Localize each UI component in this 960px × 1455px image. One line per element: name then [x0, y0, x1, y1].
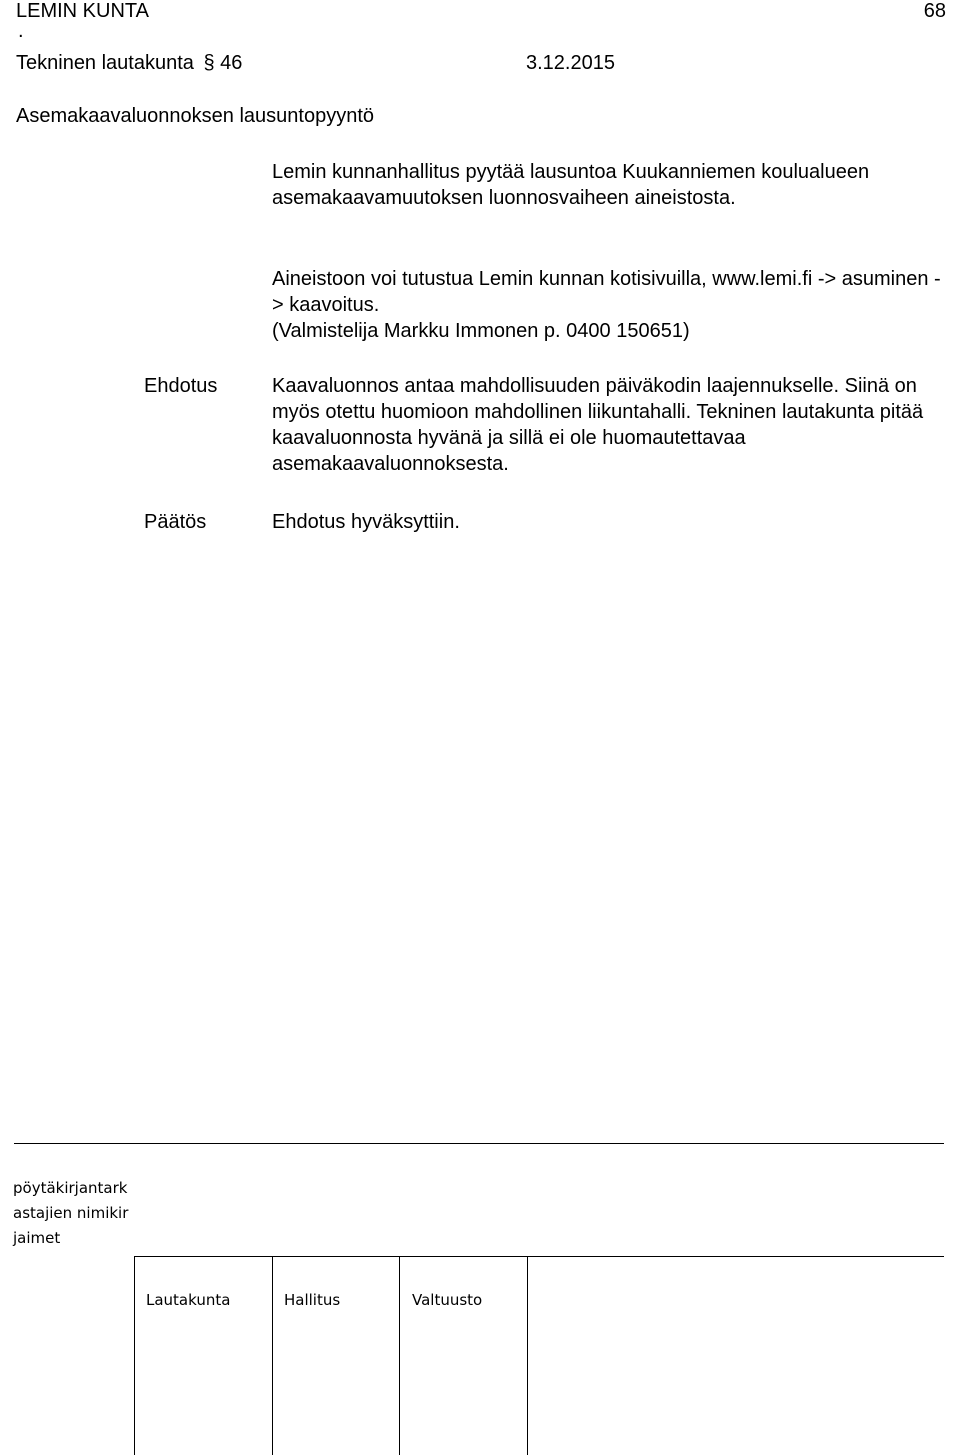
decision-text: Ehdotus hyväksyttiin.: [272, 511, 460, 533]
separator-dot: .: [18, 20, 24, 42]
meeting-reference: [16, 50, 242, 76]
decision-label: Päätös: [144, 511, 207, 533]
proposal-label: Ehdotus: [144, 375, 218, 397]
material-info: Aineistoon voi tutustua Lemin kunnan kotisivuilla, www.lemi.fi -> asuminen -> kaavoitus.: [272, 268, 941, 316]
page-number: 68: [923, 0, 946, 22]
agenda-heading: Asemakaavaluonnoksen lausuntopyyntö: [16, 105, 375, 127]
preparer-info: (Valmistelija Markku Immonen p. 0400 150651): [272, 320, 690, 342]
signature-table-top-line: [134, 1256, 944, 1257]
column-lautakunta: Lautakunta: [146, 1291, 231, 1309]
footer-divider: [14, 1143, 944, 1144]
meeting-body: Tekninen lautakunta: [16, 52, 194, 74]
organization-name: LEMIN KUNTA: [16, 0, 149, 22]
meeting-date: 3.12.2015: [526, 52, 615, 74]
proposal-text: Kaavaluonnos antaa mahdollisuuden päiväkodin laajennukselle. Siinä on myös otettu huomioon mahdollinen liikuntahalli. Tekninen lautakunta pitää kaavaluonnosta hyvänä ja sillä ei ole huomautettavaa asemakaavaluonnoksesta.: [272, 375, 924, 475]
signature-column-divider: [134, 1256, 135, 1455]
signature-column-divider: [399, 1256, 400, 1455]
column-valtuusto: Valtuusto: [412, 1291, 483, 1309]
signature-column-divider: [527, 1256, 528, 1455]
section-symbol: §: [203, 52, 215, 74]
request-paragraph: Lemin kunnanhallitus pyytää lausuntoa Kuukanniemen koulualueen asemakaavamuutoksen luonnosvaiheen aineistosta.: [272, 161, 870, 209]
signature-label: pöytäkirjantarkastajien nimikirjaimet: [13, 1179, 129, 1247]
material-paragraph: [272, 266, 952, 344]
section-number: 46: [220, 52, 243, 74]
column-hallitus: Hallitus: [284, 1291, 341, 1309]
signature-column-divider: [272, 1256, 273, 1455]
